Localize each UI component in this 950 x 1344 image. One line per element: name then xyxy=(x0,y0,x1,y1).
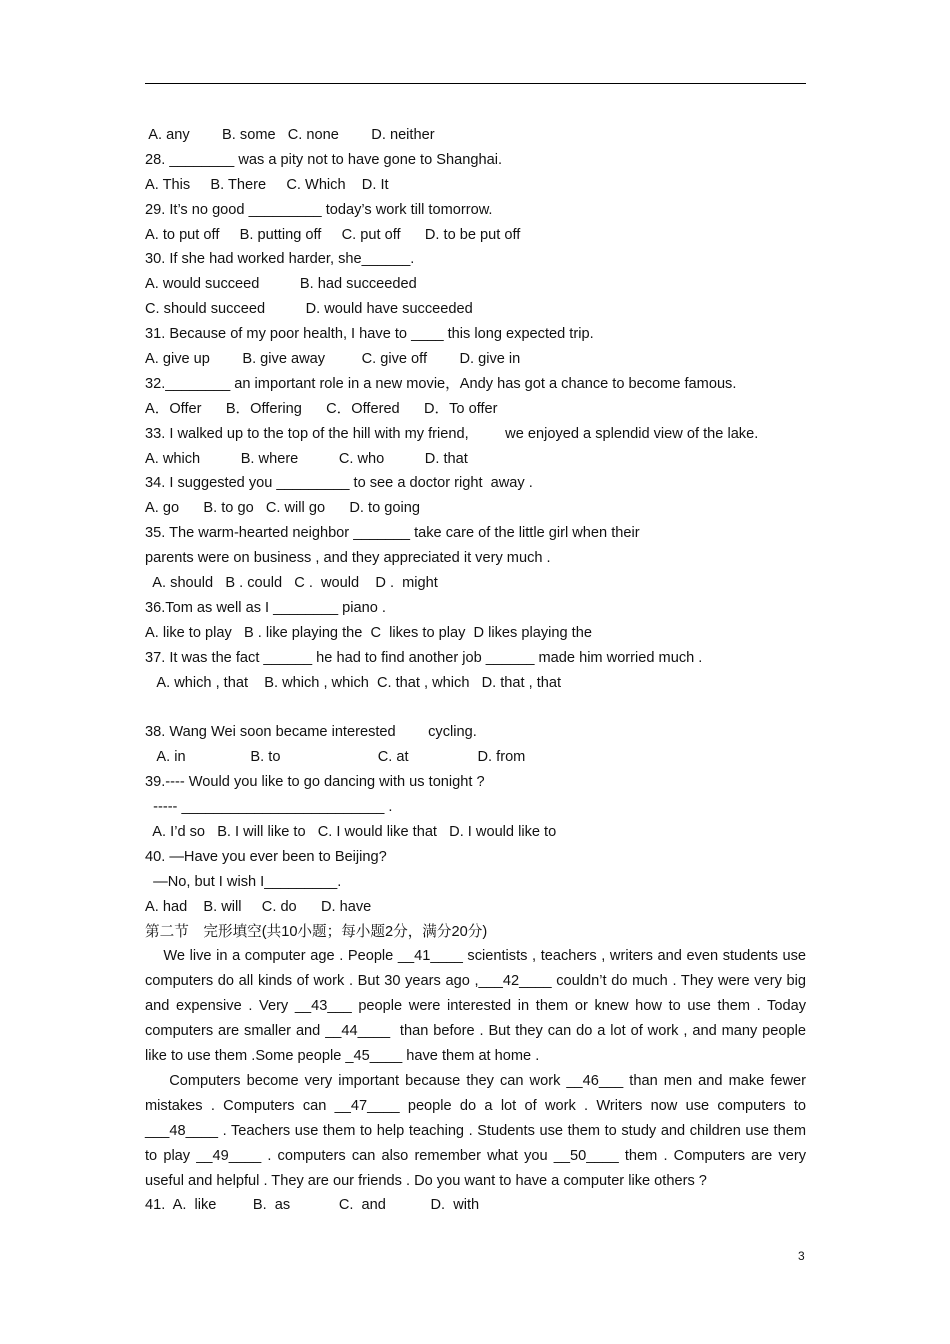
question-line: A. give up B. give away C. give off D. give in xyxy=(145,351,521,368)
question-line: A. to put off B. putting off C. put off D. to be put off xyxy=(145,226,521,243)
header-rule xyxy=(145,83,806,84)
question-line: —No, but I wish I_________. xyxy=(145,873,342,890)
question-line: 36.Tom as well as I ________ piano . xyxy=(145,599,386,616)
question-line: 29. It’s no good _________ today’s work till tomorrow. xyxy=(145,201,493,218)
question-line: A. like to play B . like playing the C likes to play D likes playing the xyxy=(145,624,592,641)
question-line: 40. —Have you ever been to Beijing? xyxy=(145,848,387,865)
document-body xyxy=(145,123,811,1218)
question-line: A. which , that B. which , which C. that , which D. that , that xyxy=(145,674,562,691)
question-line: A. go B. to go C. will go D. to going xyxy=(145,500,420,517)
question-line: A. I’d so B. I will like to C. I would like that D. I would like to xyxy=(145,823,557,840)
question-41-options: 41. A. like B. as C. and D. with xyxy=(145,1197,480,1214)
question-line: A. had B. will C. do D. have xyxy=(145,898,372,915)
question-line: 31. Because of my poor health, I have to ____ this long expected trip. xyxy=(145,326,594,343)
question-line: C. should succeed D. would have succeeded xyxy=(145,301,473,318)
question-line: 38. Wang Wei soon became interested cycling. xyxy=(145,724,477,741)
question-line: 第二节 完形填空(共10小题；每小题2分，满分20分) xyxy=(145,923,488,940)
question-line: 32.________ an important role in a new movie，Andy has got a chance to become famous. xyxy=(145,375,737,392)
question-line: A．Offer B．Offering C．Offered D．To offer xyxy=(145,400,498,417)
cloze-paragraph-1: We live in a computer age . People __41____ scientists , teachers , writers and even students use computers do all kinds of work . But 30 years ago ,___42____ couldn’t do much . They were very big and expensive . Very __43___ people were interested in them or knew how to use them . Today computers are smaller and __44____ than before . But they can do a lot of work , and many people like to use them .Some people _45____ have them at home . xyxy=(145,948,811,1065)
question-line: ----- _________________________ . xyxy=(145,799,393,816)
multiple-choice-section-2 xyxy=(145,720,806,944)
question-line: A. would succeed B. had succeeded xyxy=(145,276,417,293)
page-number: 3 xyxy=(798,1249,805,1263)
question-line: parents were on business , and they appreciated it very much . xyxy=(145,550,551,567)
question-line: A. This B. There C. Which D. It xyxy=(145,176,389,193)
question-line: 34. I suggested you _________ to see a doctor right away . xyxy=(145,475,533,492)
question-line: 35. The warm-hearted neighbor _______ take care of the little girl when their xyxy=(145,525,640,542)
spacer-line xyxy=(145,695,806,720)
question-line: A. which B. where C. who D. that xyxy=(145,450,468,467)
question-line: A. any B. some C. none D. neither xyxy=(145,127,435,143)
cloze-paragraph-2: Computers become very important because they can work __46___ than men and make fewer mistakes . Computers can __47____ people do a lot of work . Writers now use computers to ___48____ . Teachers use them to help teaching . Students use them to study and children use them to play __49____ . computers can also remember what you __50____ them . Computers are very useful and helpful . They are our friends . Do you want to have a computer like others ? xyxy=(145,1072,811,1189)
question-line: 39.---- Would you like to go dancing with us tonight ? xyxy=(145,774,485,791)
question-line: A. should B . could C . would D . might xyxy=(145,575,438,592)
question-line: 30. If she had worked harder, she______. xyxy=(145,251,415,268)
question-line: 33. I walked up to the top of the hill with my friend, we enjoyed a splendid view of the lake. xyxy=(145,425,759,442)
question-line: 37. It was the fact ______ he had to find another job ______ made him worried much . xyxy=(145,649,703,666)
question-line: 28. ________ was a pity not to have gone to Shanghai. xyxy=(145,151,503,168)
question-line: A. in B. to C. at D. from xyxy=(145,749,526,766)
multiple-choice-section xyxy=(145,123,806,695)
